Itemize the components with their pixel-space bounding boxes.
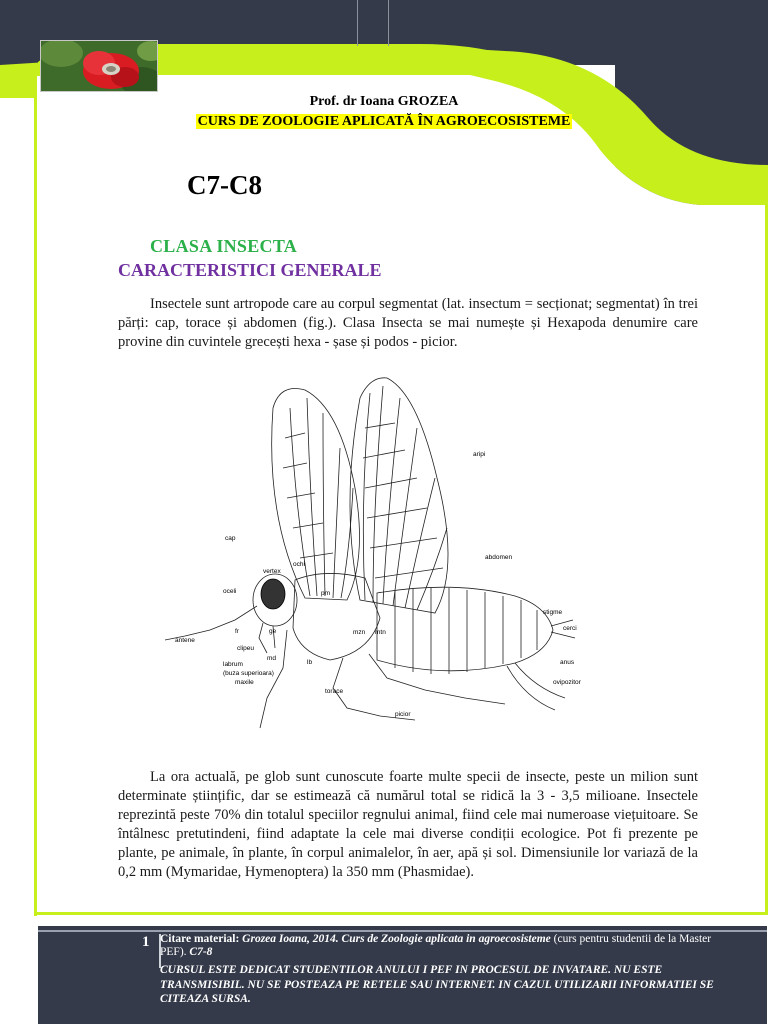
page-number: 1 — [142, 934, 150, 950]
label-picior: picior — [395, 711, 411, 718]
label-abdomen: abdomen — [485, 554, 513, 561]
label-mtn: mtn — [375, 629, 386, 636]
label-cerci: cerci — [563, 625, 577, 632]
label-ovipozitor: ovipozitor — [553, 679, 581, 686]
label-ge: ge — [269, 628, 277, 635]
author-name: Prof. dr Ioana GROZEA — [309, 94, 459, 109]
label-md: md — [267, 655, 277, 662]
compound-eye — [261, 579, 285, 609]
label-ochi: ochi — [293, 561, 305, 568]
body-paragraph: La ora actuală, pe glob sunt cunoscute foarte multe specii de insecte, peste un milion sunt determinate științific, dar se estimează că numărul total se ridică la 3 - 3,5 milioane. Insectele reprezintă peste 70% din totalul speciilor regnului animal, fiind cele mai numeroase viețuitoare. Se întâlnesc pretutindeni, fiind adaptate la cele mai diverse condiții ecologice. Pot fi prezente pe plante, pe animale, în plante, în corpul animalelor, în aer, apă și sol. Dimensiunile lor variază de la 0,2 mm (Mymaridae, Hymenoptera) la 350 mm (Phasmidae). — [118, 769, 698, 880]
label-stigme: stigme — [543, 609, 563, 616]
label-torace: torace — [325, 688, 344, 695]
citation-code: C7-8 — [189, 946, 213, 958]
label-pm: pm — [321, 590, 331, 597]
abdomen — [377, 587, 553, 671]
section-subtitle: CARACTERISTICI GENERALE — [118, 260, 382, 280]
course-code: C7-C8 — [187, 170, 262, 200]
label-buza: (buza superioara) — [223, 670, 274, 677]
citation-prefix: Citare material: — [160, 933, 243, 945]
label-vertex: vertex — [263, 568, 281, 575]
label-lb: lb — [307, 659, 313, 666]
citation-title: Grozea Ioana, 2014. Curs de Zoologie aplicata in agroecosisteme — [242, 933, 551, 945]
course-title-text: CURS DE ZOOLOGIE APLICATĂ ÎN AGROECOSISTEME — [197, 114, 571, 129]
label-ocelli: oceli — [223, 588, 237, 595]
label-cap: cap — [225, 535, 236, 542]
label-aripi: aripi — [473, 451, 486, 458]
footer-citation — [160, 933, 720, 959]
intro-paragraph: Insectele sunt artropode care au corpul segmentat (lat. insectum = secționat; segmentat) în trei părți: cap, torace și abdomen (fig.). Clasa Insecta se mai numește și Hexapoda denumire care provine din cuvintele grecești hexa - șase și podos - picior. — [118, 296, 698, 350]
label-anus: anus — [560, 659, 575, 666]
footer-notice: CURSUL ESTE DEDICAT STUDENTILOR ANULUI I PEF IN PROCESUL DE INVATARE. NU ESTE TRANSMISIBIL. NU SE POSTEAZA PE RETELE SAU INTERNET. IN CAZUL UTILIZARII INFORMATIEI SE CITEAZA SURSA. — [160, 964, 714, 1005]
fore-leg — [260, 630, 287, 728]
wing-left — [272, 388, 360, 600]
section-title: CLASA INSECTA — [150, 236, 298, 256]
flower-insect-image — [41, 41, 157, 91]
label-clipeu: clipeu — [237, 645, 254, 652]
thorax — [293, 573, 380, 660]
page-footer — [38, 926, 767, 1024]
insect-anatomy-figure — [155, 368, 595, 738]
label-fr: fr — [235, 628, 239, 635]
label-maxile: maxile — [235, 679, 254, 686]
antenna — [165, 606, 257, 640]
footer-rule — [38, 930, 767, 932]
label-mzn: mzn — [353, 629, 366, 636]
label-labrum: labrum — [223, 661, 243, 668]
header-photo — [40, 40, 158, 92]
citation-suffix: (curs pentru studentii de la Master PEF). — [160, 933, 712, 958]
label-antene: antene — [175, 637, 195, 644]
course-title — [0, 114, 768, 130]
